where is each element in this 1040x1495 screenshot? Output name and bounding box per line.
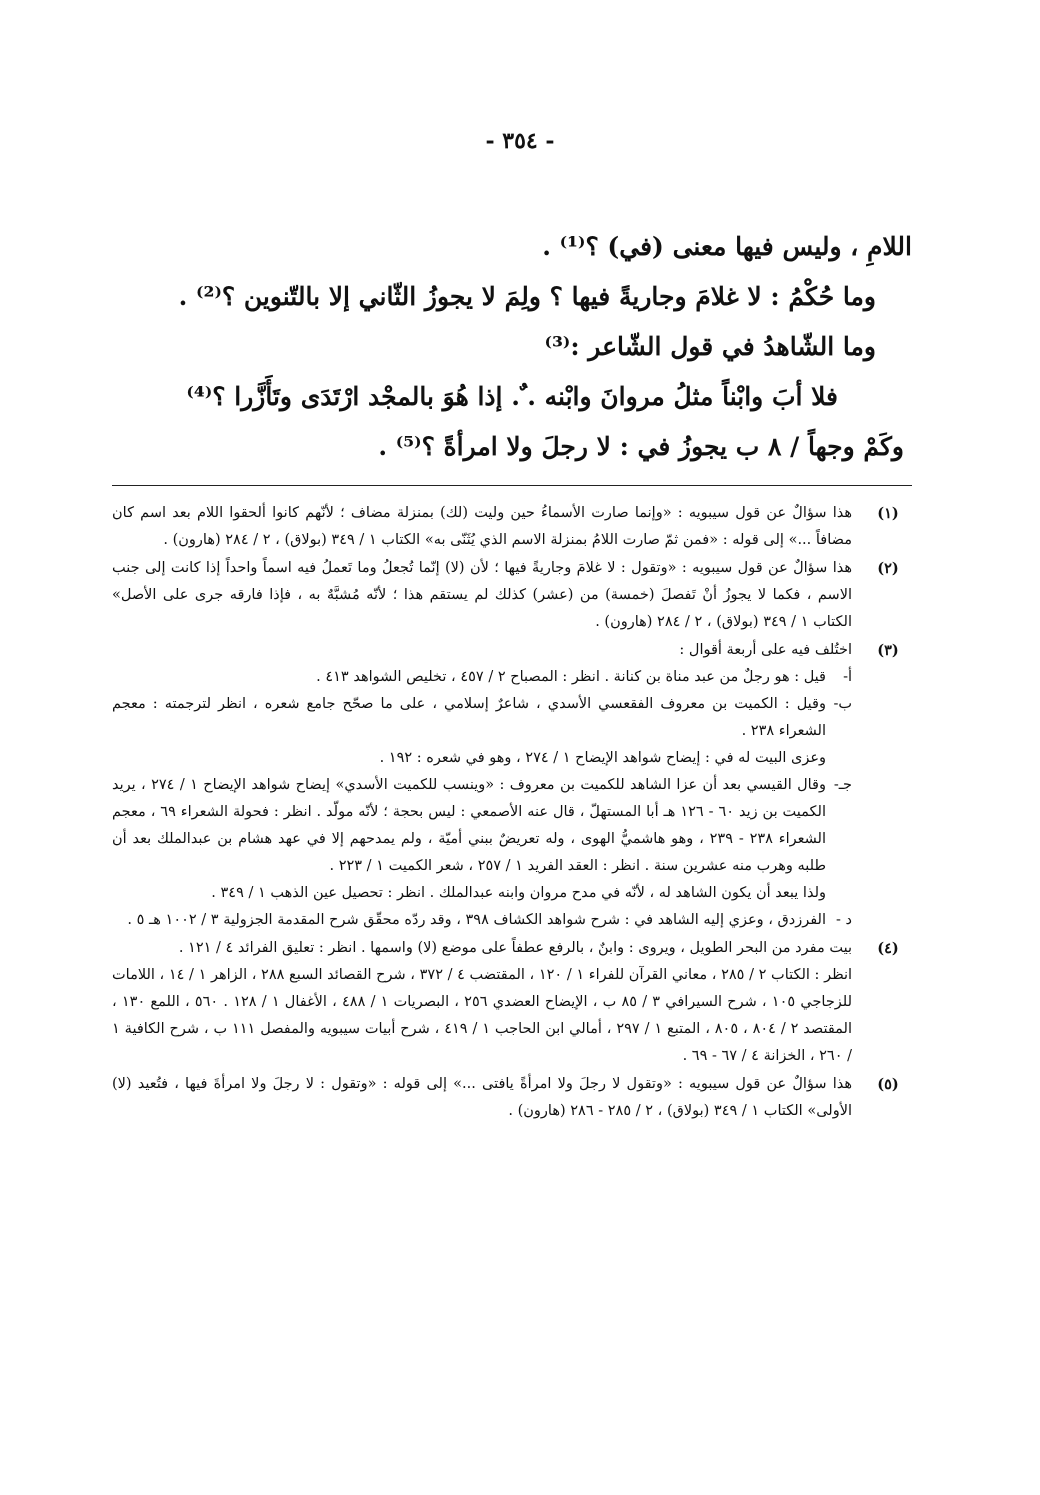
subitem-text: الفرزدق ، وعزي إليه الشاهد في : شرح شواهد الكشاف ٣٩٨ ، وقد ردّه محقّق شرح المقدمة الجزولية ٣ / ١٠٠٢ هـ ٥ . — [127, 912, 826, 928]
subitem-letter: جـ- — [833, 777, 852, 793]
footnote-divider — [112, 485, 912, 486]
subitem-text: قيل : هو رجلٌ من عبد مناة بن كنانة . انظر : المصباح ٢ / ٤٥٧ ، تخليص الشواهد ٤١٣ . — [316, 669, 826, 685]
footnote-text: هذا سؤالٌ عن قول سيبويه : «وإنما صارت الأسماءُ حين وليت (لك) بمنزلة مضاف ؛ لأنّهم كانوا ألحقوا اللام بعد اسم كان مضافاً ...» إلى قوله : «فمن ثمّ صارت اللامُ بمنزلة الاسم الذي يُثَنّى به» الكتاب ١ / ٣٤٩ (بولاق) ، ٢ / ٢٨٤ (هارون) . — [112, 505, 852, 548]
footnote-intro: اختُلف فيه على أربعة أقوال : — [679, 642, 852, 658]
footnote-subitem-c — [112, 772, 852, 907]
footnote-1 — [112, 500, 912, 554]
subitem-text: وقيل : الكميت بن معروف الفقعسي الأسدي ، شاعرٌ إسلامي ، على ما صحّح جامع شعره ، انظر لترجمته : معجم الشعراء ٢٣٨ . — [112, 696, 826, 739]
footnote-text: هذا سؤالٌ عن قول سيبويه : «وتقول لا رجلَ ولا امرأةً يافتى ...» إلى قوله : «وتقول : لا رجلَ ولا امرأةَ فيها ، فتُعيد (لا) الأولى» الكتاب ١ / ٣٤٩ (بولاق) ، ٢ / ٢٨٥ - ٢٨٦ (هارون) . — [112, 1076, 852, 1119]
footnote-number: (٥) — [877, 1076, 899, 1093]
footnote-text: بيت مفرد من البحر الطويل ، ويروى : وابنٌ ، بالرفع عطفاً على موضع (لا) واسمها . انظر : تعليق الفرائد ٤ / ١٢١ . — [178, 940, 852, 956]
footnote-number: (١) — [877, 505, 899, 522]
footnote-number: (٣) — [877, 642, 899, 659]
subitem-letter: د - — [836, 912, 852, 928]
page-number: - ٣٥٤ - — [485, 128, 555, 154]
subitem-text: ولذا يبعد أن يكون الشاهد له ، لأنّه في مدح مروان وابنه عبدالملك . انظر : تحصيل عين الذهب ١ / ٣٤٩ . — [211, 885, 826, 901]
footnote-text: انظر : الكتاب ٢ / ٢٨٥ ، معاني القرآن للفراء ١ / ١٢٠ ، المقتضب ٤ / ٣٧٢ ، شرح القصائد السبع ٢٨٨ ، الزاهر ١ / ١٤ ، اللامات للزجاجي ١٠٥ ، شرح السيرافي ٣ / ٨٥ ب ، الإيضاح العضدي ٢٥٦ ، البصريات ١ / ٤٨٨ ، الأغفال ١ / ١٢٨ . ٥٦٠ ، اللمع ١٣٠ ، المقتصد ٢ / ٨٠٤ ، ٨٠٥ ، المتبع ١ / ٢٩٧ ، أمالي ابن الحاجب ١ / ٤١٩ ، شرح أبيات سيبويه والمفصل ١١١ ب ، شرح الكافية ١ / ٢٦٠ ، الخزانة ٤ / ٦٧ - ٦٩ . — [112, 967, 853, 1064]
subitem-text: وعزى البيت له في : إيضاح شواهد الإيضاح ١ / ٢٧٤ ، وهو في شعره : ١٩٢ . — [379, 750, 826, 766]
main-line: وكَمْ وجهاً / ٨ ب يجوزُ في : لا رجلَ ولا امرأةً ؟⁽⁵⁾ . — [378, 432, 904, 461]
footnote-number: (٢) — [877, 560, 899, 577]
footnote-text: هذا سؤالٌ عن قول سيبويه : «وتقول : لا غلامَ وجاريةً فيها ؛ لأن (لا) إنّما تُجعلُ وما تَعملُ فيه اسماً واحداً إذا كانت إلى جنب الاسم ، فكما لا يجوزُ أنْ تَفصلَ (خمسة) من (عشر) كذلك لم يستقم هذا ؛ لأنّه مُشبَّهٌ به ، فإذا فارقه جرى على الأصل» الكتاب ١ / ٣٤٩ (بولاق) ، ٢ / ٢٨٤ (هارون) . — [112, 560, 852, 630]
footnote-5 — [112, 1071, 912, 1125]
footnote-3 — [112, 637, 912, 934]
main-line: اللامِ ، وليس فيها معنى (في) ؟⁽¹⁾ . — [542, 232, 912, 261]
footnote-4 — [112, 935, 912, 1070]
footnote-number: (٤) — [877, 940, 899, 957]
footnote-subitem-a — [112, 664, 852, 691]
subitem-letter: ب- — [833, 696, 852, 712]
subitem-text: وقال القيسي بعد أن عزا الشاهد للكميت بن معروف : «وينسب للكميت الأسدي» إيضاح شواهد الإيضاح ١ / ٢٧٤ ، يريد الكميت بن زيد ٦٠ - ١٢٦ هـ أبا المستهلّ ، قال عنه الأصمعي : ليس بحجة ؛ لأنّه مولّد . انظر : فحولة الشعراء ٦٩ ، معجم الشعراء ٢٣٨ - ٢٣٩ ، وهو هاشميُّ الهوى ، وله تعريضٌ ببني أميّة ، ولم يمدحهم إلا في عهد هشام بن عبدالملك بعد أن طلبه وهرب منه عشرين سنة . انظر : العقد الفريد ١ / ٢٥٧ ، شعر الكميت ١ / ٢٢٣ . — [112, 777, 826, 874]
main-line: وما الشّاهدُ في قول الشّاعر :⁽³⁾ — [544, 332, 876, 361]
footnote-2 — [112, 555, 912, 636]
main-text — [112, 222, 912, 472]
footnotes — [112, 500, 912, 1126]
subitem-letter: أ- — [843, 669, 852, 685]
main-line: وما حُكْمُ : لا غلامَ وجاريةً فيها ؟ ولِمَ لا يجوزُ الثّاني إلا بالتّنوين ؟⁽²⁾ . — [178, 282, 876, 311]
verse-line: فلا أبَ وابْناً مثلُ مروانَ وابْنه . ٌ. إذا هُوَ بالمجْد ارْتَدَى وتَأَزَّرا ؟⁽⁴⁾ — [186, 382, 838, 411]
footnote-subitem-d — [112, 907, 852, 934]
footnote-subitem-b — [112, 691, 852, 772]
